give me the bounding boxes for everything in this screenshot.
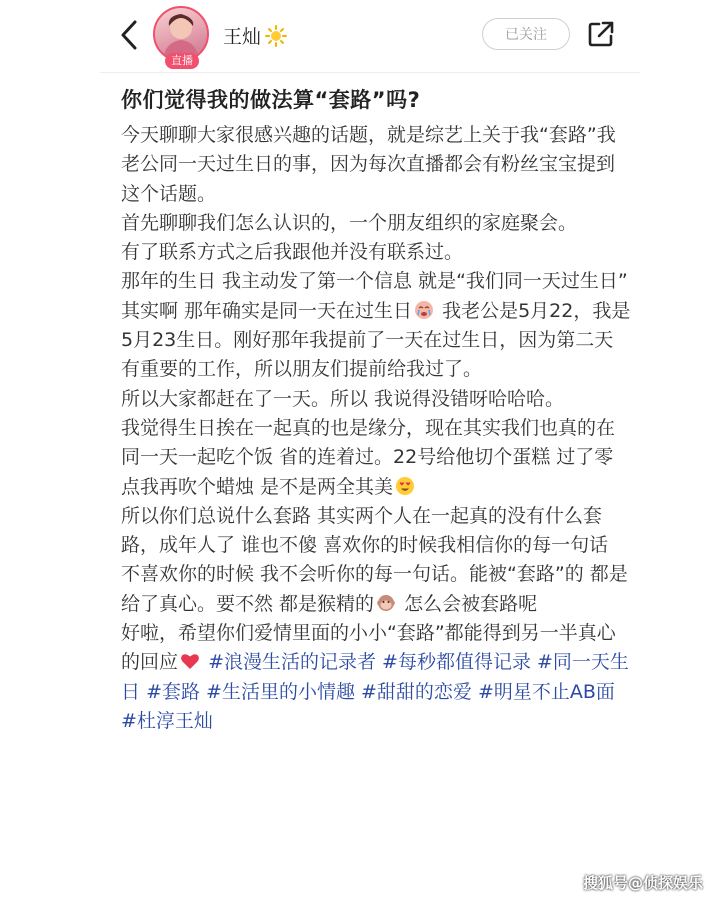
paragraph-3: 有了联系方式之后我跟他并没有联系过。	[121, 241, 464, 264]
hashtag-link[interactable]: #同一天生日	[121, 651, 629, 703]
header-divider	[100, 72, 640, 73]
username[interactable]	[223, 22, 287, 49]
hashtag-link[interactable]: #生活里的小情趣	[206, 680, 355, 703]
hashtag-link[interactable]: #每秒都值得记录	[382, 651, 531, 674]
top-bar	[0, 0, 722, 72]
username-text: 王灿	[223, 26, 262, 48]
hashtag-link[interactable]: #明星不止AB面	[477, 680, 615, 703]
back-button[interactable]	[114, 18, 144, 52]
paragraph-1: 今天聊聊大家很感兴趣的话题，就是综艺上关于我“套路”我老公同一天过生日的事，因为每次直播都会有粉丝宝宝提到这个话题。	[121, 124, 616, 205]
heart-eyes-emoji	[395, 476, 415, 496]
paragraph-6: 所以大家都赶在了一天。所以 我说得没错呀哈哈哈。	[121, 387, 565, 410]
paragraph-5-a: 其实啊 那年确实是同一天在过生日	[121, 299, 413, 322]
share-button[interactable]	[585, 17, 617, 51]
paragraph-8-a: 所以你们总说什么套路 其实两个人在一起真的没有什么套路，成年人了 谁也不傻 喜欢你的时候我相信你的每一句话 不喜欢你的时候 我不会听你的每一句话。能被“套路”的 都是给了真心。要不然 都是猴精的	[121, 504, 628, 615]
chevron-left-icon	[120, 20, 138, 50]
paragraph-7	[121, 414, 631, 502]
avatar[interactable]	[153, 6, 211, 68]
hashtag-link[interactable]: #杜淳王灿	[121, 709, 213, 732]
watermark: 搜狐号@侦探娱乐	[583, 874, 704, 892]
paragraph-7-text: 我觉得生日挨在一起真的也是缘分，现在其实我们也真的在同一天一起吃个饭 省的连着过。22号给他切个蛋糕 过了零点我再吹个蜡烛 是不是两全其美	[121, 416, 616, 498]
hashtag-link[interactable]: #浪漫生活的记录者	[208, 651, 376, 674]
post-body	[121, 121, 631, 736]
paragraph-9-text: 好啦，希望你们爱情里面的小小“套路”都能得到另一半真心的回应	[121, 622, 616, 674]
monkey-face-emoji	[376, 593, 396, 613]
paragraph-8-b: 怎么会被套路呢	[398, 592, 538, 615]
live-badge: 直播	[165, 53, 199, 69]
paragraph-4: 那年的生日 我主动发了第一个信息 就是“我们同一天过生日”	[121, 270, 628, 293]
sun-badge-icon	[265, 25, 287, 47]
hashtag-link[interactable]: #甜甜的恋爱	[361, 680, 472, 703]
share-icon	[587, 20, 615, 48]
follow-button[interactable]: 已关注	[482, 18, 570, 50]
red-heart-emoji	[180, 651, 200, 671]
paragraph-5-b: 我老公是5月22，我是5月23生日。刚好那年我提前了一天在过生日，因为第二天有重要的工作，所以朋友们提前给我过了。	[121, 299, 631, 381]
paragraph-2: 首先聊聊我们怎么认识的，一个朋友组织的家庭聚会。	[121, 211, 578, 234]
crying-face-emoji	[414, 300, 434, 320]
paragraph-8	[121, 502, 631, 619]
paragraph-5	[121, 297, 631, 385]
paragraph-9	[121, 619, 631, 736]
hashtag-link[interactable]: #套路	[146, 680, 200, 703]
post-title: 你们觉得我的做法算“套路”吗?	[121, 88, 421, 112]
